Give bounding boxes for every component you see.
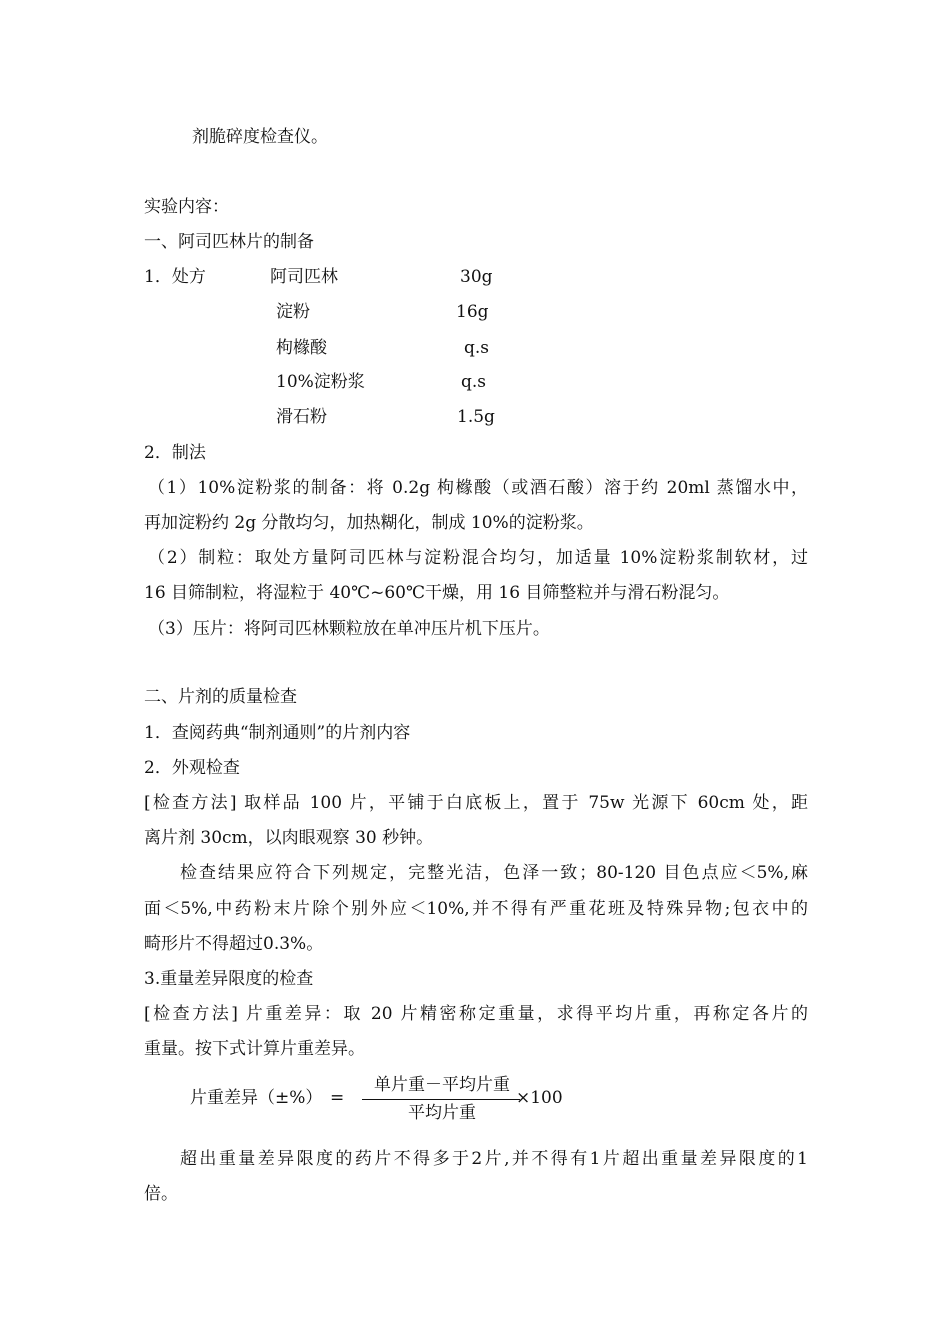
paragraph-line: 离片剂 30cm，以肉眼观察 30 秒钟。 bbox=[144, 828, 434, 848]
paragraph-line: 面＜5%,中药粉末片除个别外应＜10%,并不得有严重花班及特殊异物;包衣中的 bbox=[144, 899, 808, 919]
paragraph-line: [检查方法] 取样品 100 片，平铺于白底板上，置于 75w 光源下 60cm 处，距 bbox=[144, 793, 808, 813]
ingredient-name: 阿司匹林 bbox=[270, 267, 338, 287]
paragraph-line: 重量。按下式计算片重差异。 bbox=[144, 1039, 365, 1059]
formula-multiplier: ×100 bbox=[516, 1088, 563, 1108]
ingredient-amount: 16g bbox=[456, 302, 489, 322]
text-line: 剂脆碎度检查仪。 bbox=[192, 127, 328, 147]
paragraph-line: （1）10%淀粉浆的制备：将 0.2g 枸橼酸（或酒石酸）溶于约 20ml 蒸馏水中， bbox=[148, 478, 808, 498]
paragraph-line: 畸形片不得超过0.3%。 bbox=[144, 934, 324, 954]
formula-equals: = bbox=[330, 1088, 345, 1108]
paragraph-line: （2）制粒：取处方量阿司匹林与淀粉混合均匀，加适量 10%淀粉浆制软材，过 bbox=[148, 548, 808, 568]
paragraph-line: （3）压片：将阿司匹林颗粒放在单冲压片机下压片。 bbox=[148, 619, 550, 639]
method-label: 2．制法 bbox=[144, 443, 206, 463]
formula-denominator: 平均片重 bbox=[408, 1103, 476, 1123]
weight-variation-formula bbox=[190, 1075, 610, 1128]
paragraph-line: 超出重量差异限度的药片不得多于2片,并不得有1片超出重量差异限度的1 bbox=[180, 1149, 808, 1169]
ingredient-amount: q.s bbox=[461, 372, 487, 392]
section-heading: 一、阿司匹林片的制备 bbox=[144, 232, 314, 252]
formula-numerator: 单片重－平均片重 bbox=[374, 1075, 510, 1095]
section-heading: 二、片剂的质量检查 bbox=[144, 687, 297, 707]
ingredient-name: 滑石粉 bbox=[276, 407, 327, 427]
subheading: 1．查阅药典“制剂通则”的片剂内容 bbox=[144, 723, 411, 743]
ingredient-amount: 30g bbox=[460, 267, 493, 287]
prescription-label: 1．处方 bbox=[144, 267, 206, 287]
subheading: 2．外观检查 bbox=[144, 758, 240, 778]
formula-lhs: 片重差异（±%） bbox=[190, 1088, 323, 1108]
paragraph-line: 倍。 bbox=[144, 1184, 178, 1204]
paragraph-line: 检查结果应符合下列规定，完整光洁，色泽一致；80-120 目色点应＜5%,麻 bbox=[180, 863, 808, 883]
subheading: 3.重量差异限度的检查 bbox=[144, 969, 314, 989]
ingredient-name: 淀粉 bbox=[276, 302, 310, 322]
ingredient-amount: q.s bbox=[464, 338, 490, 358]
ingredient-name: 枸橼酸 bbox=[276, 338, 327, 358]
section-label: 实验内容： bbox=[144, 197, 229, 217]
ingredient-amount: 1.5g bbox=[457, 407, 495, 427]
fraction-bar bbox=[362, 1099, 520, 1100]
paragraph-line: [检查方法] 片重差异：取 20 片精密称定重量，求得平均片重，再称定各片的 bbox=[144, 1004, 808, 1024]
ingredient-name: 10%淀粉浆 bbox=[276, 372, 365, 392]
paragraph-line: 16 目筛制粒，将湿粒于 40℃~60℃干燥，用 16 目筛整粒并与滑石粉混匀。 bbox=[144, 583, 730, 603]
paragraph-line: 再加淀粉约 2g 分散均匀，加热糊化，制成 10%的淀粉浆。 bbox=[144, 513, 594, 533]
